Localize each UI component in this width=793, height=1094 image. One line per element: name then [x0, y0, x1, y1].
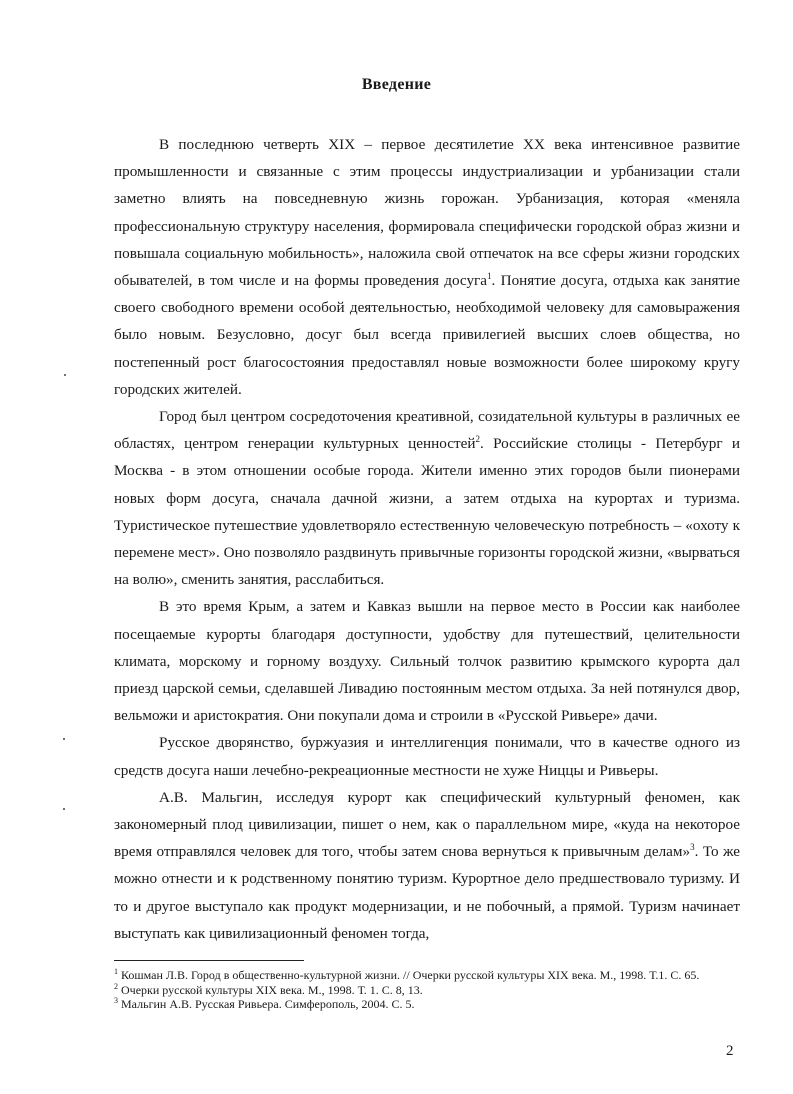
- paragraph: [114, 131, 740, 403]
- page-title: Введение: [361, 76, 432, 93]
- paragraph-text: . Понятие досуга, отдыха как занятие своего свободного времени особой деятельностью, необходимой человеку для самовыражения было новым. Безусловно, досуг был всегда привилегией высших слоев общества, но постепенный рост благосостояния предоставлял новые возможности более широкому кругу городских жителей.: [114, 272, 740, 398]
- footnote-mark: 1: [114, 967, 118, 976]
- footnote-divider: [114, 960, 304, 961]
- footnote: [114, 983, 744, 998]
- footnote-text: Мальгин А.В. Русская Ривьера. Симферополь, 2004. С. 5.: [118, 997, 415, 1011]
- footnote-text: Кошман Л.В. Город в общественно-культурной жизни. // Очерки русской культуры XIX века. М., 1998. Т.1. С. 65.: [118, 968, 700, 982]
- footnote-mark: 3: [114, 996, 118, 1005]
- scan-speck: [63, 738, 65, 740]
- footnotes: [114, 968, 744, 1012]
- paragraph: [114, 403, 740, 593]
- paragraph-text: Русское дворянство, буржуазия и интеллигенция понимали, что в качестве одного из средств досуга наши лечебно-рекреационные местности не хуже Ниццы и Ривьеры.: [114, 734, 740, 779]
- footnote-ref: 1: [487, 270, 492, 281]
- paragraph-text: В это время Крым, а затем и Кавказ вышли на первое место в России как наиболее посещаемые курорты благодаря доступности, удобству для путешествий, целительности климата, морскому и горному воздуху. Сильный толчок развитию крымского курорта дал приезд царской семьи, сделавшей Ливадию постоянным местом отдыха. За ней потянулся двор, вельможи и аристократия. Они покупали дома и строили в «Русской Ривьере» дачи.: [114, 598, 740, 725]
- paragraph: [114, 593, 740, 729]
- paragraph-text: В последнюю четверть XIX – первое десятилетие XX века интенсивное развитие промышленности и связанные с этим процессы индустриализации и урбанизации стали заметно влиять на повседневную жизнь горожан. Урбанизация, которая «меняла профессиональную структуру населения, формировала специфически городской образ жизни и повышала социальную мобильность», наложила свой отпечаток на все сферы жизни городских обывателей, в том числе и на формы проведения досуга: [114, 136, 740, 290]
- footnote: [114, 997, 744, 1012]
- footnote-text: Очерки русской культуры XIX века. М., 1998. Т. 1. С. 8, 13.: [118, 982, 423, 997]
- paragraph: [114, 729, 740, 783]
- paragraph-text: Город был центром сосредоточения креативной, созидательной культуры в различных ее областях, центром генерации культурных ценностей: [114, 408, 740, 453]
- scan-speck: [64, 374, 66, 376]
- paragraph-text: . Российские столицы - Петербург и Москва - в этом отношении особые города. Жители именно этих городов были пионерами новых форм досуга, сначала дачной жизни, а затем отдыха на курортах и туризма. Туристическое путешествие удовлетворяло естественную человеческую потребность – «охоту к перемене мест». Оно позволяло раздвинуть привычные горизонты городской жизни, «вырваться на волю», сменить занятия, расслабиться.: [114, 435, 740, 589]
- paragraph-text: А.В. Мальгин, исследуя курорт как специфический культурный феномен, как закономерный плод цивилизации, пишет о нем, как о параллельном мире, «куда на некоторое время отправлялся человек для того, чтобы затем снова вернуться к привычным делам»: [114, 788, 740, 861]
- scan-speck: [63, 808, 65, 810]
- paragraph: [114, 784, 740, 947]
- page-number: 2: [726, 1043, 734, 1059]
- footnote-ref: 3: [690, 842, 695, 853]
- footnote-mark: 2: [114, 981, 118, 991]
- footnote: [114, 968, 744, 983]
- footnote-ref: 2: [475, 434, 481, 445]
- paragraph-text: . То же можно отнести и к родственному понятию туризм. Курортное дело предшествовало туризму. И то и другое выступало как продукт модернизации, и не побочный, а прямой. Туризм начинает выступать как цивилизационный феномен тогда,: [114, 843, 741, 942]
- body-text: [114, 131, 740, 947]
